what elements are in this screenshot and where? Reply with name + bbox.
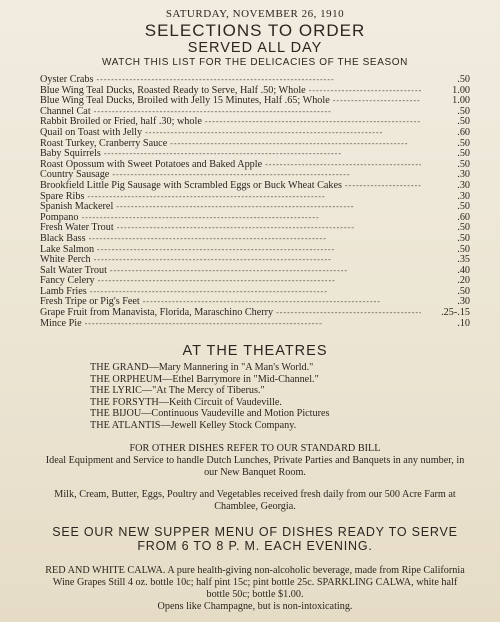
leader-dots xyxy=(116,202,421,213)
leader-dots xyxy=(265,160,421,171)
theatre-item: THE LYRIC—"At The Mercy of Tiberus." xyxy=(90,385,265,397)
champagne-note: Opens like Champagne, but is non-intoxicating. xyxy=(157,601,353,613)
menu-item-price: .50 xyxy=(457,74,470,85)
menu-item-name: Blue Wing Teal Ducks, Broiled with Jelly 15 Minutes, Half .65; Whole xyxy=(40,95,330,107)
menu-item xyxy=(40,96,470,107)
menu-item-price: .35 xyxy=(457,254,470,266)
banquet-note: Ideal Equipment and Service to handle Dutch Lunches, Private Parties and Banquets in any number, in our New Banquet Room. xyxy=(45,455,465,479)
menu-item-name: Pompano xyxy=(40,211,79,223)
leader-dots xyxy=(205,117,421,128)
leader-dots xyxy=(87,192,421,203)
leader-dots xyxy=(110,266,421,277)
menu-item-name: Roast Turkey, Cranberry Sauce xyxy=(40,137,168,149)
calwa-note: RED AND WHITE CALWA. A pure health-giving non-alcoholic beverage, made from Ripe California Wine Grapes Still 4 oz. bottle 10c; half pint 15c; pint bottle 25c. SPARKLING CALWA, white half bottle 50c; bottle $1.00. xyxy=(45,565,465,601)
menu-item-price: .50 xyxy=(457,222,470,234)
theatres-heading: AT THE THEATRES xyxy=(182,343,328,360)
menu-item-price: 1.00 xyxy=(452,84,470,96)
menu-item-price: .50 xyxy=(457,201,470,213)
menu-list xyxy=(40,75,470,329)
menu-item xyxy=(40,202,470,213)
menu-item-name: Salt Water Trout xyxy=(40,264,107,276)
menu-item-name: Mince Pie xyxy=(40,317,82,329)
theatre-item: THE ORPHEUM—Ethel Barrymore in "Mid-Channel." xyxy=(90,373,319,385)
season-note: WATCH THIS LIST FOR THE DELICACIES OF THE SEASON xyxy=(102,57,408,68)
leader-dots xyxy=(96,75,421,86)
menu-item xyxy=(40,319,470,330)
menu-item xyxy=(40,276,470,287)
theatre-item: THE FORSYTH—Keith Circuit of Vaudeville. xyxy=(90,396,282,408)
menu-item xyxy=(40,308,470,319)
menu-item-name: Fresh Tripe or Pig's Feet xyxy=(40,296,140,308)
leader-dots xyxy=(276,308,421,319)
menu-item-name: White Perch xyxy=(40,254,91,266)
menu-item-price: .30 xyxy=(457,296,470,308)
standard-bill-note: FOR OTHER DISHES REFER TO OUR STANDARD BILL xyxy=(129,443,381,455)
menu-item-price: .60 xyxy=(457,211,470,223)
menu-item-name: Lamb Fries xyxy=(40,285,87,297)
menu-item-name: Brookfield Little Pig Sausage with Scrambled Eggs or Buck Wheat Cakes xyxy=(40,179,342,191)
menu-item xyxy=(40,245,470,256)
menu-item-price: 1.00 xyxy=(452,95,470,107)
page-title: SELECTIONS TO ORDER xyxy=(144,21,366,40)
menu-item-name: Blue Wing Teal Ducks, Roasted Ready to Serve, Half .50; Whole xyxy=(40,84,306,96)
menu-item-price: .50 xyxy=(457,105,470,117)
menu-item-price: .50 xyxy=(457,285,470,297)
menu-item-name: Spare Ribs xyxy=(40,190,85,202)
menu-item-price: .30 xyxy=(457,190,470,202)
leader-dots xyxy=(98,276,421,287)
menu-date: SATURDAY, NOVEMBER 26, 1910 xyxy=(165,8,345,20)
menu-item-price: .50 xyxy=(457,137,470,149)
menu-item xyxy=(40,266,470,277)
menu-item-price: .50 xyxy=(457,243,470,255)
menu-item-price: .50 xyxy=(457,116,470,128)
menu-item-name: Baby Squirrels xyxy=(40,148,101,160)
menu-item xyxy=(40,128,470,139)
menu-item-name: Country Sausage xyxy=(40,169,110,181)
farm-note: Milk, Cream, Butter, Eggs, Poultry and Vegetables received fresh daily from our 500 Acre Farm at Chamblee, Georgia. xyxy=(54,489,456,513)
menu-item-name: Channel Cat xyxy=(40,105,91,117)
menu-item-price: .50 xyxy=(457,232,470,244)
theatre-item: THE GRAND—Mary Mannering in "A Man's World." xyxy=(90,362,314,374)
menu-item-price: .30 xyxy=(457,169,470,181)
menu-item-name: Lake Salmon xyxy=(40,243,95,255)
leader-dots xyxy=(117,223,421,234)
supper-menu-note: SEE OUR NEW SUPPER MENU OF DISHES READY TO SERVE FROM 6 TO 8 P. M. EACH EVENING. xyxy=(52,525,458,554)
leader-dots xyxy=(85,319,421,330)
menu-item-price: .20 xyxy=(457,275,470,287)
menu-item-name: Roast Opossum with Sweet Potatoes and Baked Apple xyxy=(40,158,263,170)
leader-dots xyxy=(345,181,421,192)
menu-item xyxy=(40,181,470,192)
menu-item xyxy=(40,223,470,234)
menu-item-price: .60 xyxy=(457,126,470,138)
menu-item-name: Fresh Water Trout xyxy=(40,222,114,234)
menu-item-name: Quail on Toast with Jelly xyxy=(40,126,143,138)
menu-item xyxy=(40,139,470,150)
menu-item-price: .10 xyxy=(457,317,470,329)
theatre-item: THE ATLANTIS—Jewell Kelley Stock Company. xyxy=(90,419,297,431)
menu-item-price: .50 xyxy=(457,158,470,170)
menu-item-name: Oyster Crabs xyxy=(40,74,94,85)
menu-item-price: .25-.15 xyxy=(441,307,470,319)
menu-item-price: .40 xyxy=(457,264,470,276)
menu-item xyxy=(40,234,470,245)
theatre-item: THE BIJOU—Continuous Vaudeville and Motion Pictures xyxy=(90,408,330,420)
leader-dots xyxy=(94,255,421,266)
menu-item-name: Rabbit Broiled or Fried, half .30; whole xyxy=(40,116,202,128)
leader-dots xyxy=(333,96,421,107)
menu-item-price: .30 xyxy=(457,179,470,191)
leader-dots xyxy=(145,128,421,139)
menu-item-price: .50 xyxy=(457,148,470,160)
leader-dots xyxy=(97,245,421,256)
leader-dots xyxy=(82,213,422,224)
menu-item-name: Spanish Mackerel xyxy=(40,201,114,213)
menu-item-name: Black Bass xyxy=(40,232,86,244)
page-subtitle: SERVED ALL DAY xyxy=(187,40,323,56)
theatre-list xyxy=(90,362,470,431)
leader-dots xyxy=(89,234,421,245)
leader-dots xyxy=(170,139,421,150)
menu-item-name: Grape Fruit from Manavista, Florida, Maraschino Cherry xyxy=(40,307,274,319)
menu-item xyxy=(40,75,470,86)
menu-item-name: Fancy Celery xyxy=(40,275,95,287)
